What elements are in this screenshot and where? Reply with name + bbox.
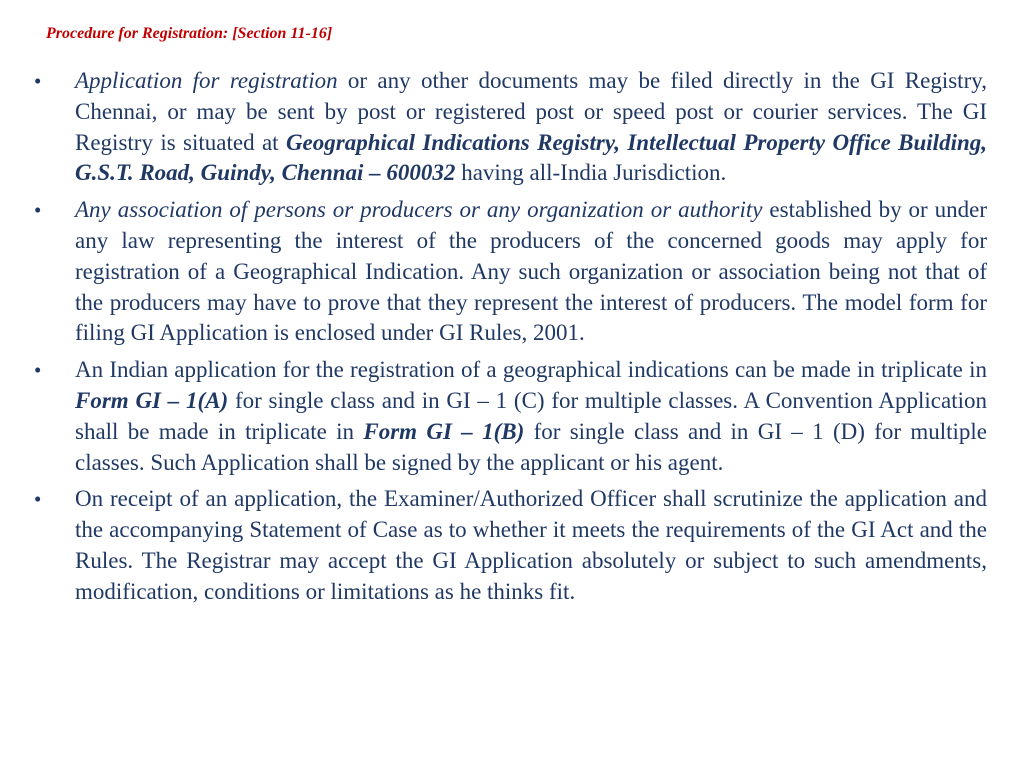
bullet-text: On receipt of an application, the Examiner/Authorized Officer shall scrutinize the application and the accompanying Statement of Case as to whether it meets the requirements of the GI Act and the Rules. The Registrar may accept the GI Application absolutely or subject to such amendments, modification, conditions or limitations as he thinks fit.	[75, 486, 987, 604]
bullet-text-bold-italic: Form GI – 1(B)	[363, 418, 525, 444]
bullet-text-italic: Application for registration	[75, 68, 338, 93]
bullet-text: or any other documents may be filed directly in the GI Registry, Chennai, or may be sent by post or registered post or speed post or courier services. The GI Registry is situated at	[75, 68, 987, 155]
bullet-dot-icon: •	[34, 487, 42, 512]
slide-title: Procedure for Registration: [Section 11-16]	[46, 25, 333, 42]
bullet-text: An Indian application for the registration of a geographical indications can be made in triplicate in	[75, 357, 987, 383]
bullet-text: for single class and in GI – 1 (D) for multiple classes. Such Application shall be signed by the applicant or his agent.	[75, 418, 987, 475]
bullet-item	[30, 355, 987, 478]
bullet-dot-icon: •	[34, 69, 42, 93]
bullet-dot-icon: •	[34, 358, 42, 383]
bullet-item	[30, 66, 987, 189]
bullet-text: having all-India Jurisdiction.	[455, 160, 727, 186]
bullet-list	[30, 66, 987, 614]
bullet-item	[30, 484, 987, 607]
bullet-text-italic: Any association of persons or producers or any organization or authority	[75, 197, 763, 223]
bullet-text-bold-italic: Geographical Indications Registry, Intellectual Property Office Building, G.S.T. Road, Guindy, Chennai – 600032	[75, 129, 987, 186]
bullet-text: established by or under any law representing the interest of the producers of the concerned goods may apply for registration of a Geographical Indication. Any such organization or association being not that of the producers may have to prove that they represent the interest of producers. The model form for filing GI Application is enclosed under GI Rules, 2001.	[75, 197, 987, 346]
bullet-dot-icon: •	[34, 198, 42, 223]
bullet-item	[30, 195, 987, 349]
bullet-text-bold-italic: Form GI – 1(A)	[75, 387, 229, 413]
bullet-text: for single class and in GI – 1 (C) for multiple classes. A Convention Application shall be made in triplicate in	[75, 387, 987, 444]
